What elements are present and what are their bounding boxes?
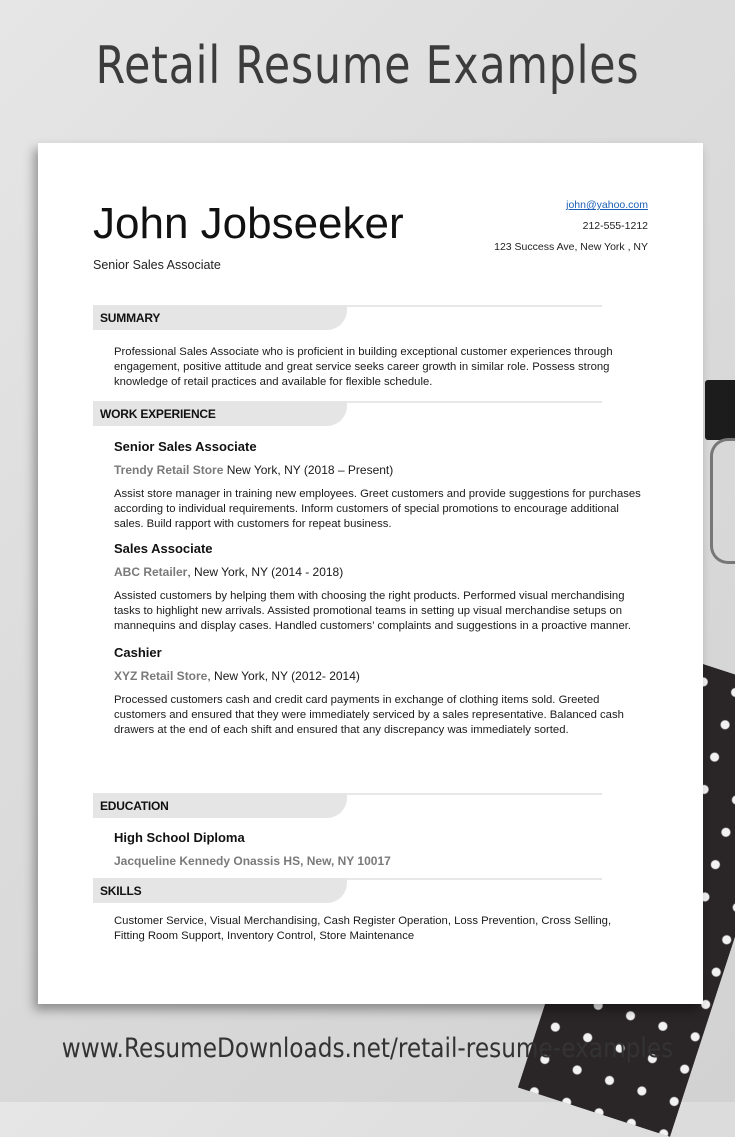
company-name: ABC Retailer (114, 565, 188, 579)
banner-title: Retail Resume Examples (95, 36, 640, 96)
job-entry (93, 541, 632, 634)
section-header (93, 305, 602, 330)
resume-page (38, 143, 703, 1004)
job-location-dates: , New York, NY (2014 - 2018) (187, 565, 344, 579)
job-title: Senior Sales Associate (114, 439, 257, 454)
section-header (93, 793, 602, 818)
skills-text: Customer Service, Visual Merchandising, Cash Register Operation, Loss Prevention, Cross Selling, Fitting Room Support, Inventory Control, Store Maintenance (114, 915, 612, 942)
phone-number: 212-555-1212 (582, 220, 648, 232)
section-label: SUMMARY (100, 311, 161, 325)
job-meta (114, 669, 602, 683)
job-entry (93, 645, 624, 738)
job-entry (93, 439, 641, 532)
education-section (93, 793, 602, 868)
degree: High School Diploma (114, 830, 245, 845)
job-description: Processed customers cash and credit card payments in exchange of clothing items sold. Greeted customers and ensured that they were immediately serviced by a sales representative. Balanced cash drawers at the end of each shift and ensured that any discrepancy was immediately sorted. (114, 694, 624, 736)
section-label: SKILLS (100, 884, 142, 898)
work-experience-section (93, 401, 641, 738)
skills-section (93, 878, 612, 944)
job-description: Assist store manager in training new employees. Greet customers and provide suggestions for purchases according to individual requirements. Inform customers of special promotions to encourage additional sales. Build rapport with customers for repeat business. (114, 488, 641, 530)
address: 123 Success Ave, New York , NY (494, 241, 648, 253)
binder-clip-decoration (705, 380, 735, 440)
job-meta (114, 463, 602, 477)
section-header (93, 401, 602, 426)
resume-headline: Senior Sales Associate (93, 258, 221, 272)
school-name: Jacqueline Kennedy Onassis HS, New, NY 10017 (114, 854, 391, 868)
resume-name: John Jobseeker (93, 199, 404, 248)
footer-url[interactable]: www.ResumeDownloads.net/retail-resume-examples (61, 1033, 674, 1064)
contact-block (494, 199, 648, 262)
job-description: Assisted customers by helping them with choosing the right products. Performed visual merchandising tasks to highlight new arrivals. Assisted promotional teams in setting up visual merchandise setups on mannequins and display cases. Handled customers’ complaints and suggestions in a proactive manner. (114, 590, 632, 632)
summary-text: Professional Sales Associate who is proficient in building exceptional customer experiences through engagement, positive attitude and great service seeks career growth in similar role. Possess strong knowledge of retail practices and available for flexible schedule. (114, 346, 613, 388)
binder-clip-wire-decoration (710, 438, 735, 564)
section-header (93, 878, 602, 903)
company-name: Trendy Retail Store (114, 463, 224, 477)
email-link[interactable]: john@yahoo.com (566, 199, 648, 211)
job-location-dates: New York, NY (2018 – Present) (223, 463, 394, 477)
job-location-dates: , New York, NY (2012- 2014) (207, 669, 360, 683)
summary-section (93, 305, 613, 390)
job-title: Cashier (114, 645, 162, 660)
section-label: WORK EXPERIENCE (100, 407, 216, 421)
company-name: XYZ Retail Store (114, 669, 208, 683)
job-title: Sales Associate (114, 541, 213, 556)
section-label: EDUCATION (100, 799, 169, 813)
job-meta (114, 565, 602, 579)
